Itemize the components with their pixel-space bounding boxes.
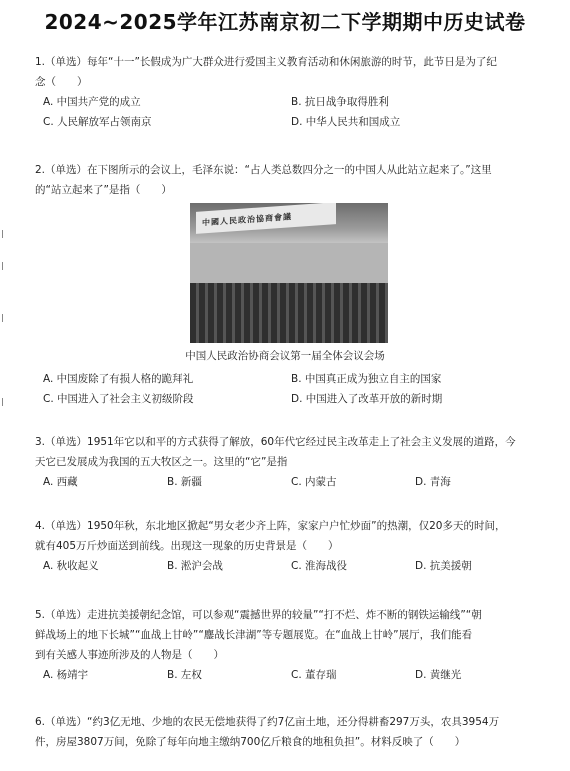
page-title: 2024~2025学年江苏南京初二下学期期中历史试卷 — [44, 10, 526, 34]
option-b[interactable]: B. 淞沪会战 — [167, 560, 223, 572]
question-stem-line: 4.（单选）1950年秋，东北地区掀起“男女老少齐上阵，家家户户忙炒面”的热潮，仅20多天的时间， — [35, 520, 506, 532]
option-b[interactable]: B. 新疆 — [167, 476, 202, 488]
question-5 — [35, 605, 545, 685]
option-b[interactable]: B. 中国真正成为独立自主的国家 — [291, 373, 442, 385]
scan-mark — [2, 398, 7, 406]
photo-banner-text: 中國人民政治協商會議 — [202, 212, 292, 228]
question-2-options — [35, 369, 545, 409]
question-stem-line: 件，房屋3807万间，免除了每年向地主缴纳700亿斤粮食的地租负担”。材料反映了（ ） — [35, 736, 466, 748]
option-c[interactable]: C. 董存瑞 — [291, 669, 337, 681]
question-stem-line: 5.（单选）走进抗美援朝纪念馆，可以参观“震撼世界的较量”“打不烂、炸不断的钢铁运输线”“朝 — [35, 609, 482, 621]
question-stem-line: 的“站立起来了”是指（ ） — [35, 184, 172, 196]
option-a[interactable]: A. 杨靖宇 — [43, 669, 89, 681]
photo-banner — [196, 203, 336, 234]
question-stem-line: 鲜战场上的地下长城”“血战上甘岭”“鏖战长津湖”等专题展览。在“血战上甘岭”展厅，我们能看 — [35, 629, 473, 641]
option-b[interactable]: B. 左权 — [167, 669, 202, 681]
question-stem-line: 就有405万斤炒面送到前线。出现这一现象的历史背景是（ ） — [35, 540, 339, 552]
question-3 — [35, 432, 545, 492]
question-4 — [35, 516, 545, 576]
photo-crowd — [190, 283, 388, 343]
option-d[interactable]: D. 中国进入了改革开放的新时期 — [291, 393, 443, 405]
option-c[interactable]: C. 人民解放军占领南京 — [43, 116, 152, 128]
option-a[interactable]: A. 中国共产党的成立 — [43, 96, 141, 108]
question-stem-line: 天它已发展成为我国的五大牧区之一。这里的“它”是指 — [35, 456, 288, 468]
option-d[interactable]: D. 黄继光 — [415, 669, 462, 681]
question-stem-line: 2.（单选）在下图所示的会议上，毛泽东说：“占人类总数四分之一的中国人从此站立起来了。”这里 — [35, 164, 492, 176]
question-stem-line: 到有关感人事迹所涉及的人物是（ ） — [35, 649, 224, 661]
option-a[interactable]: A. 中国废除了有损人格的跪拜礼 — [43, 373, 194, 385]
photo-stage — [190, 243, 388, 283]
question-stem-line: 3.（单选）1951年它以和平的方式获得了解放，60年代它经过民主改革走上了社会主义发展的道路，今 — [35, 436, 516, 448]
figure-caption: 中国人民政治协商会议第一届全体会议会场 — [185, 350, 385, 362]
scan-mark — [2, 262, 7, 270]
option-a[interactable]: A. 西藏 — [43, 476, 78, 488]
question-6 — [35, 712, 545, 752]
question-stem-line: 6.（单选）“约3亿无地、少地的农民无偿地获得了约7亿亩土地，还分得耕畜297万头，农具3954万 — [35, 716, 500, 728]
question-stem-line: 念（ ） — [35, 76, 88, 88]
scan-mark — [2, 230, 7, 238]
option-c[interactable]: C. 中国进入了社会主义初级阶段 — [43, 393, 194, 405]
meeting-photo — [190, 203, 388, 343]
option-d[interactable]: D. 青海 — [415, 476, 451, 488]
scan-mark — [2, 314, 7, 322]
question-1 — [35, 52, 545, 132]
option-c[interactable]: C. 内蒙古 — [291, 476, 337, 488]
option-c[interactable]: C. 淮海战役 — [291, 560, 348, 572]
option-b[interactable]: B. 抗日战争取得胜利 — [291, 96, 389, 108]
option-d[interactable]: D. 抗美援朝 — [415, 560, 472, 572]
question-stem-line: 1.（单选）每年“十一”长假成为广大群众进行爱国主义教育活动和休闲旅游的时节，此节日是为了纪 — [35, 56, 497, 68]
option-a[interactable]: A. 秋收起义 — [43, 560, 99, 572]
option-d[interactable]: D. 中华人民共和国成立 — [291, 116, 401, 128]
question-2 — [35, 160, 545, 200]
